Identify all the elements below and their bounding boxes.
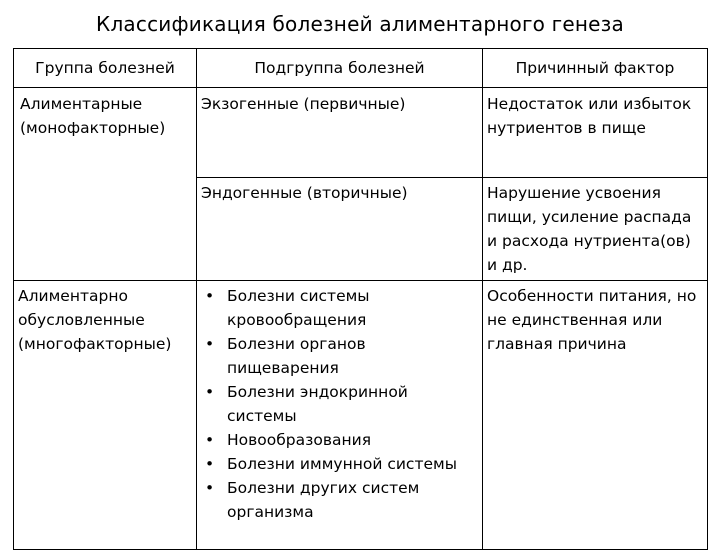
header-factor: Причинный фактор xyxy=(483,49,708,88)
bullet-icon: • xyxy=(205,455,215,473)
table-row xyxy=(14,281,708,550)
subgroup-endogenous: Эндогенные (вторичные) xyxy=(197,178,483,281)
page-title: Классификация болезней алиментарного генеза xyxy=(96,12,624,36)
table-row xyxy=(14,88,708,178)
disease-list-item xyxy=(201,380,478,428)
disease-list-label: Новообразования xyxy=(227,431,372,449)
disease-list-item xyxy=(201,452,478,476)
factor-exogenous: Недостаток или избыток нутриентов в пище xyxy=(483,88,708,178)
disease-list-label: Болезни эндокринной системы xyxy=(227,383,408,425)
disease-list-item xyxy=(201,476,478,524)
bullet-icon: • xyxy=(205,479,215,497)
disease-list xyxy=(201,284,478,524)
disease-list-item xyxy=(201,332,478,380)
bullet-icon: • xyxy=(205,335,215,353)
subgroup-exogenous: Экзогенные (первичные) xyxy=(197,88,483,178)
group-multifactor: Алиментарно обусловленные (многофакторные) xyxy=(14,281,197,550)
group-alimentary: Алиментарные (монофакторные) xyxy=(14,88,197,281)
disease-list-item xyxy=(201,284,478,332)
bullet-icon: • xyxy=(205,431,215,449)
disease-list-label: Болезни иммунной системы xyxy=(227,455,457,473)
disease-list-label: Болезни системы кровообращения xyxy=(227,287,370,329)
subgroup-disease-list xyxy=(197,281,483,550)
bullet-icon: • xyxy=(205,383,215,401)
disease-list-label: Болезни органов пищеварения xyxy=(227,335,366,377)
bullet-icon: • xyxy=(205,287,215,305)
header-group: Группа болезней xyxy=(14,49,197,88)
disease-list-label: Болезни других систем организма xyxy=(227,479,420,521)
classification-table xyxy=(13,48,708,550)
factor-multifactor: Особенности питания, но не единственная или главная причина xyxy=(483,281,708,550)
table-header-row xyxy=(14,49,708,88)
disease-list-item xyxy=(201,428,478,452)
factor-endogenous: Нарушение усвоения пищи, усиление распада и расхода нутриента(ов) и др. xyxy=(483,178,708,281)
header-subgroup: Подгруппа болезней xyxy=(197,49,483,88)
